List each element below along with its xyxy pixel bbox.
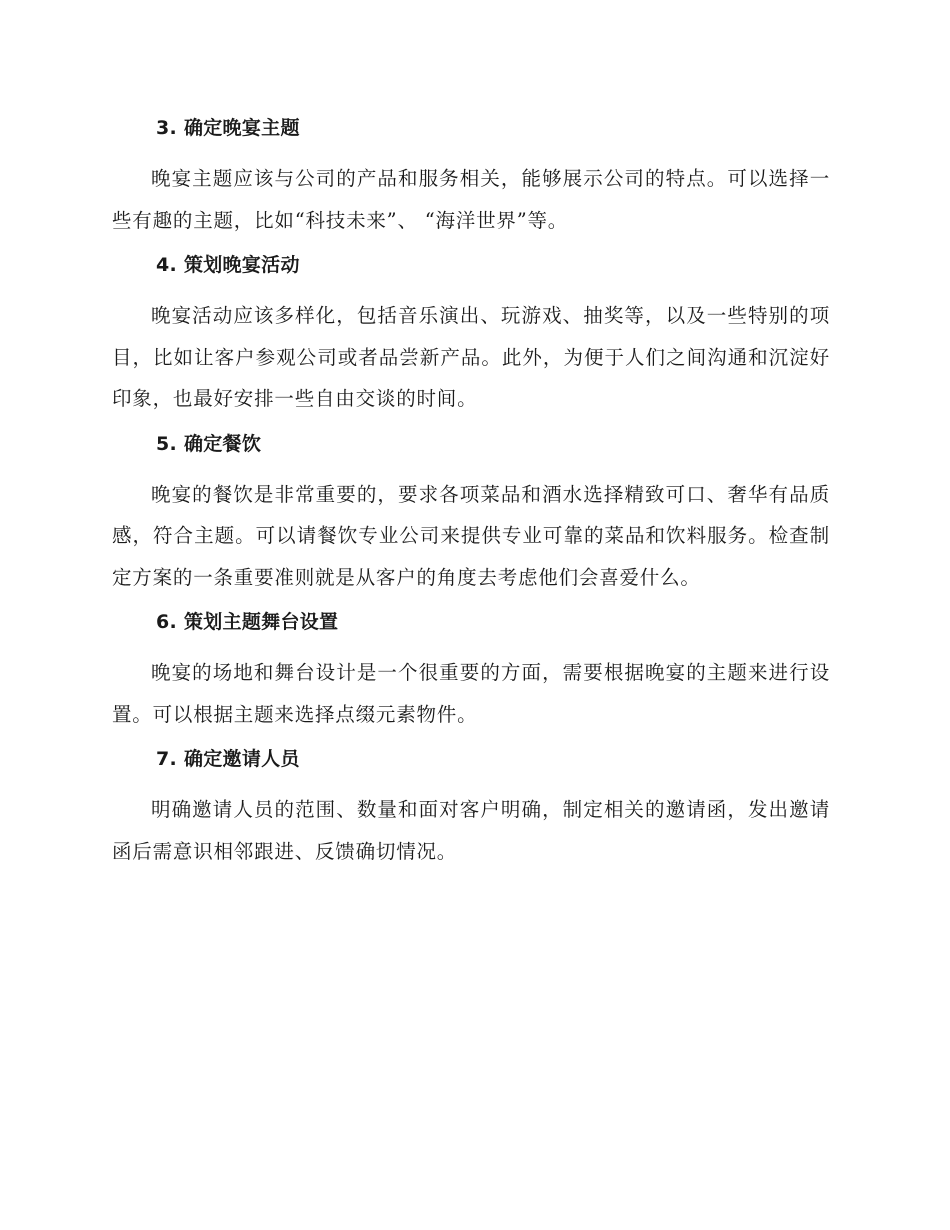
section-paragraph: 明确邀请人员的范围、数量和面对客户明确，制定相关的邀请函，发出邀请函后需意识相邻跟进、反馈确切情况。 (112, 798, 830, 863)
section-heading: 4. 策划晚宴活动 (156, 254, 300, 276)
section-paragraph: 晚宴活动应该多样化，包括音乐演出、玩游戏、抽奖等，以及一些特别的项目，比如让客户参观公司或者品尝新产品。此外，为便于人们之间沟通和沉淀好印象，也最好安排一些自由交谈的时间。 (112, 304, 830, 410)
section-invitations (112, 741, 830, 872)
document-page (112, 110, 830, 878)
section-paragraph: 晚宴主题应该与公司的产品和服务相关，能够展示公司的特点。可以选择一些有趣的主题，比如“科技未来”、 “海洋世界”等。 (112, 167, 830, 232)
section-paragraph: 晚宴的餐饮是非常重要的，要求各项菜品和酒水选择精致可口、奢华有品质感，符合主题。可以请餐饮专业公司来提供专业可靠的菜品和饮料服务。检查制定方案的一条重要准则就是从客户的角度去考虑他们会喜爱什么。 (112, 482, 830, 589)
section-activities (112, 247, 830, 420)
section-heading: 6. 策划主题舞台设置 (156, 611, 339, 633)
section-theme (112, 110, 830, 241)
section-heading: 7. 确定邀请人员 (156, 748, 300, 770)
section-catering (112, 426, 830, 599)
section-heading: 3. 确定晚宴主题 (156, 117, 300, 139)
section-stage (112, 604, 830, 735)
section-paragraph: 晚宴的场地和舞台设计是一个很重要的方面，需要根据晚宴的主题来进行设置。可以根据主题来选择点缀元素物件。 (112, 661, 830, 726)
section-heading: 5. 确定餐饮 (156, 432, 262, 455)
